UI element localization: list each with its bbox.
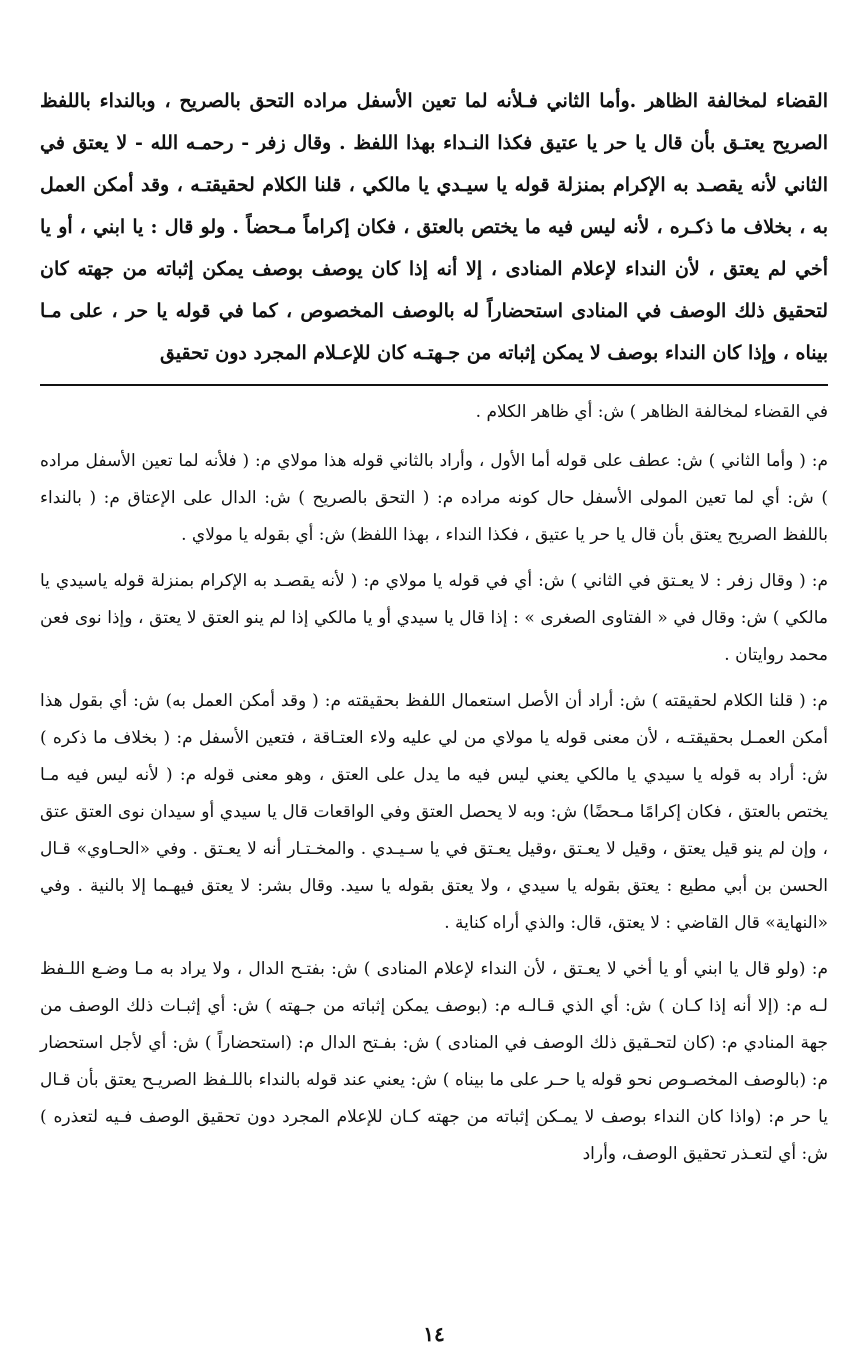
sharh-commentary-block (40, 394, 828, 1173)
sharh-paragraph-1: في القضاء لمخالفة الظاهر ) ش: أي ظاهر الكلام . (475, 402, 828, 422)
sharh-paragraph-2: م: ( وأما الثاني ) ش: عطف على قوله أما الأول ، وأراد بالثاني قوله هذا مولاي م: ( فلأنه لما تعين الأسفل مراده ) ش: أي لما تعين المولى الأسفل حال كونه مراده م: ( التحق بالصريح ) ش: الدال على الإعتاق م: ( بالنداء باللفظ الصريح يعتق بأن قال يا حر يا عتيق ، فكذا النداء ، بهذا اللفظ) ش: أي بقوله يا مولاي . (40, 451, 828, 545)
sharh-paragraph-5: م: (ولو قال يا ابني أو يا أخي لا يعـتق ، لأن النداء لإعلام المنادى ) ش: بفتـح الدال ، ولا يراد به مـا وضـع اللـفظ لـه م: (إلا أنه إذا كـان ) ش: أي الذي قـالـه م: (بوصف يمكن إثباته من جـهته ) ش: أي إثبـات ذلك الوصف من جهة المنادي م: (كان لتحـقيق ذلك الوصف في المنادى ) ش: بفـتح الدال م: (استحضاراً ) ش: أي لأجل استحضار م: (بالوصف المخصـوص نحو قوله يا حـر على ما بيناه ) ش: يعني عند قوله بالنداء باللـفظ الصريـح يعتق بأن قـال يا حر م: (واذا كان النداء بوصف لا يمـكن إثباته من جهته كـان للإعلام المجرد دون تحقيق الوصف فـيه لتعذره ) ش: أي لتعـذر تحقيق الوصف، وأراد (40, 959, 828, 1164)
page-number: ١٤ (423, 1322, 445, 1346)
matn-paragraph: القضاء لمخالفة الظاهر .وأما الثاني فـلأنه لما تعين الأسفل مراده التحق بالصريح ، وبالنداء باللفظ الصريح يعتـق بأن قال يا حر يا عتيق فكذا النـداء بهذا اللفظ . وقال زفر - رحمـه الله - لا يعتق في الثاني لأنه يقصـد به الإكرام بمنزلة قوله يا سيـدي يا مالكي ، قلنا الكلام لحقيقتـه ، وقد أمكن العمل به ، بخلاف ما ذكـره ، لأنه ليس فيه ما يختص بالعتق ، فكان إكراماً مـحضاً . ولو قال : يا ابني ، أو يا أخي لم يعتق ، لأن النداء لإعلام المنادى ، إلا أنه إذا كان يوصف بوصف يمكن إثباته من جهته كان لتحقيق ذلك الوصف في المنادى استحضاراً له بالوصف المخصوص ، كما في قوله يا حر ، على مـا بيناه ، وإذا كان النداء بوصف لا يمكن إثباته من جـهتـه كان للإعـلام المجرد دون تحقيق (40, 90, 828, 364)
matn-sharh-divider (40, 384, 828, 386)
matn-text-block (40, 80, 828, 374)
sharh-paragraph-3: م: ( وقال زفر : لا يعـتق في الثاني ) ش: أي في قوله يا مولاي م: ( لأنه يقصـد به الإكرام بمنزلة قوله ياسيدي يا مالكي ) ش: وقال في « الفتاوى الصغرى » : إذا قال يا سيدي أو يا مالكي إذا لم ينو العتق لا يعتق ، وإذا نوى فعن محمد روايتان . (40, 571, 828, 665)
page-content (40, 80, 828, 1182)
sharh-paragraph-4: م: ( قلنا الكلام لحقيقته ) ش: أراد أن الأصل استعمال اللفظ بحقيقته م: ( وقد أمكن العمل به) ش: أي بقول هذا أمكن العمـل بحقيقتـه ، لأن معنى قوله يا مولاي من لي عليه ولاء العتـاقة ، فتعين الأسفل م: ( بخلاف ما ذكره ) ش: أراد به قوله يا سيدي يا مالكي يعني ليس فيه ما يدل على العتق ، وهو معنى قوله م: ( لأنه ليس فيه مـا يختص بالعتق ، فكان إكرامًا مـحضًا) ش: وبه لا يحصل العتق وفي الواقعات قال يا سيدي أو سيدان نوى العتق عتق ، وإن لم ينو قيل يعتق ، وقيل لا يعـتق ،وقيل يعـتق في يا سـيـدي . والمخـتـار أنه لا يعـتق . وفي «الحـاوي» قـال الحسن بن أبي مطيع : يعتق بقوله يا سيدي ، ولا يعتق بقوله يا سيد. وقال بشر: لا يعتق فيهـما إلا بالنية . وفي «النهاية» قال القاضي : لا يعتق، قال: والذي أراه كناية . (40, 691, 828, 933)
